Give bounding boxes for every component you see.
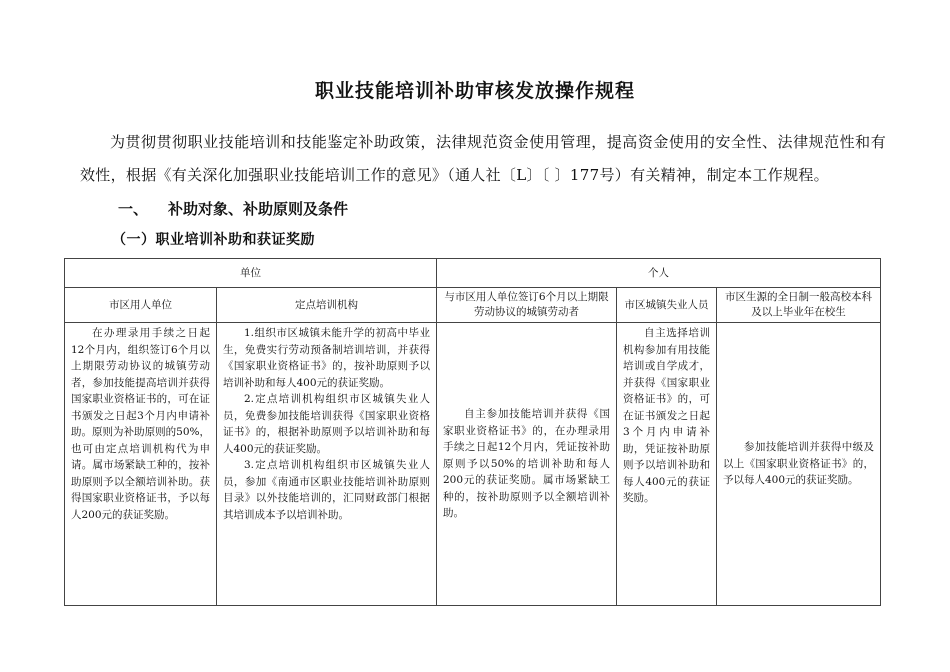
intro-paragraph: 为贯彻贯彻职业技能培训和技能鉴定补助政策，法律规范资金使用管理，提高资金使用的安全性、法律规范性和有效性，根据《有关深化加强职业技能培训工作的意见》（通人社〔L〕〔 〕177号）有关精神，制定本工作规程。: [80, 133, 886, 184]
institution-item-3: 3.定点培训机构组织市区城镇失业人员，参加《南通市区职业技能培训补助原则目录》以外技能培训的，汇同财政部门根据其培训成本予以培训补助。: [223, 459, 430, 521]
cell-employer: 在办理录用手续之日起12个月内，组织签订6个月以上期限劳动协议的城镇劳动者，参加技能提高培训并获得国家职业资格证书的，可在证书颁发之日起3个月内申请补助。原则为补助原则的50%，也可由定点培训机构代为申请。属市场紧缺工种的，按补助原则予以全额培训补助。获得国家职业资格证书，予以每人200元的获证奖励。: [65, 323, 217, 606]
group-header-unit: 单位: [65, 259, 437, 288]
table-group-header-row: [65, 259, 881, 288]
cell-contract-worker: 自主参加技能培训并获得《国家职业资格证书》的，在办理录用手续之日起12个月内，凭证按补助原则予以50%的培训补助和每人200元的获证奖励。属市场紧缺工种的，按补助原则予以全额培训补助。: [437, 323, 617, 606]
institution-item-2: 2.定点培训机构组织市区城镇失业人员，免费参加技能培训获得《国家职业资格证书》的，根据补助原则予以培训补助和每人400元的获证奖励。: [223, 393, 430, 455]
column-header-graduate: 市区生源的全日制一般高校本科及以上毕业年在校生: [717, 288, 881, 323]
institution-item-1: 1.组织市区城镇未能升学的初高中毕业生，免费实行劳动预备制培训培训，并获得《国家职业资格证书》的，按补助原则予以培训补助和每人400元的获证奖励。: [223, 327, 430, 389]
column-header-contract-worker: 与市区用人单位签订6个月以上期限劳动协议的城镇劳动者: [437, 288, 617, 323]
column-header-unemployed: 市区城镇失业人员: [617, 288, 717, 323]
document-title: 职业技能培训补助审核发放操作规程: [314, 80, 635, 102]
section-title: 补助对象、补助原则及条件: [168, 200, 349, 218]
section-heading: [118, 198, 348, 219]
subsidy-table: [64, 258, 881, 606]
subsection-heading: （一）职业培训补助和获证奖励: [112, 232, 315, 248]
group-header-individual: 个人: [437, 259, 881, 288]
column-header-employer: 市区用人单位: [65, 288, 217, 323]
cell-graduate: 参加技能培训并获得中级及以上《国家职业资格证书》的，予以每人400元的获证奖励。: [717, 323, 881, 606]
cell-training-institution: [217, 323, 437, 606]
section-number: 一、: [118, 200, 149, 218]
table-column-header-row: [65, 288, 881, 323]
table-row: [65, 323, 881, 606]
cell-unemployed: 自主选择培训机构参加有用技能培训或自学成才，并获得《国家职业资格证书》的，可在证书颁发之日起3个月内申请补助，凭证按补助原则予以培训补助和每人400元的获证奖励。: [617, 323, 717, 606]
column-header-training-institution: 定点培训机构: [217, 288, 437, 323]
